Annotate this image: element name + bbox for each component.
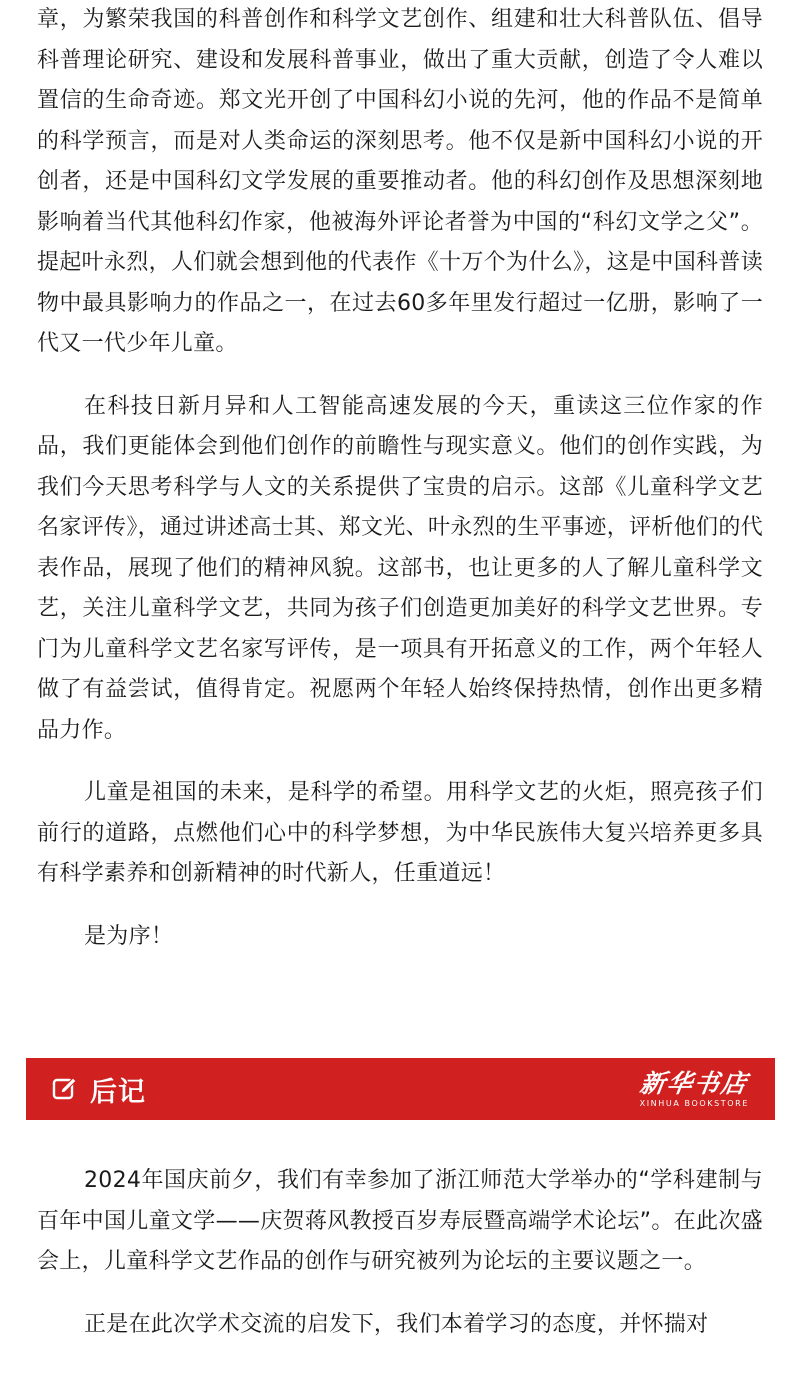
xinhua-bookstore-logo bbox=[640, 1070, 749, 1109]
afterword-paragraph-1: 2024年国庆前夕，我们有幸参加了浙江师范大学举办的“学科建制与百年中国儿童文学——庆贺蒋风教授百岁寿辰暨高端学术论坛”。在此次盛会上，儿童科学文艺作品的创作与研究被列为论坛的主要议题之一。 bbox=[37, 1168, 763, 1274]
logo-subtext: XINHUA BOOKSTORE bbox=[639, 1098, 749, 1108]
afterword-title: 后记 bbox=[90, 1076, 146, 1108]
preface-section bbox=[37, 0, 763, 957]
afterword-banner bbox=[26, 1058, 775, 1120]
logo-mark: 新华书店 bbox=[638, 1068, 751, 1098]
preface-paragraph-1: 章，为繁荣我国的科普创作和科学文艺创作、组建和壮大科普队伍、倡导科普理论研究、建设和发展科普事业，做出了重大贡献，创造了令人难以置信的生命奇迹。郑文光开创了中国科幻小说的先河，他的作品不是简单的科学预言，而是对人类命运的深刻思考。他不仅是新中国科幻小说的开创者，还是中国科幻文学发展的重要推动者。他的科幻创作及思想深刻地影响着当代其他科幻作家，他被海外评论者誉为中国的“科幻文学之父”。提起叶永烈，人们就会想到他的代表作《十万个为什么》，这是中国科普读物中最具影响力的作品之一，在过去60多年里发行超过一亿册，影响了一代又一代少年儿童。 bbox=[37, 7, 763, 356]
afterword-paragraph-2: 正是在此次学术交流的启发下，我们本着学习的态度，并怀揣对 bbox=[84, 1311, 709, 1337]
preface-paragraph-2: 在科技日新月异和人工智能高速发展的今天，重读这三位作家的作品，我们更能体会到他们创作的前瞻性与现实意义。他们的创作实践，为我们今天思考科学与人文的关系提供了宝贵的启示。这部《儿童科学文艺名家评传》，通过讲述高士其、郑文光、叶永烈的生平事迹，评析他们的代表作品，展现了他们的精神风貌。这部书，也让更多的人了解儿童科学文艺，关注儿童科学文艺，共同为孩子们创造更加美好的科学文艺世界。专门为儿童科学文艺名家写评传，是一项具有开拓意义的工作，两个年轻人做了有益尝试，值得肯定。祝愿两个年轻人始终保持热情，创作出更多精品力作。 bbox=[37, 393, 763, 743]
banner-heading bbox=[52, 1070, 146, 1109]
preface-paragraph-3: 儿童是祖国的未来，是科学的希望。用科学文艺的火炬，照亮孩子们前行的道路，点燃他们心中的科学梦想，为中华民族伟大复兴培养更多具有科学素养和创新精神的时代新人，任重道远！ bbox=[37, 780, 763, 886]
edit-icon bbox=[52, 1076, 78, 1102]
preface-closing: 是为序！ bbox=[84, 923, 174, 949]
afterword-section bbox=[37, 1161, 763, 1345]
